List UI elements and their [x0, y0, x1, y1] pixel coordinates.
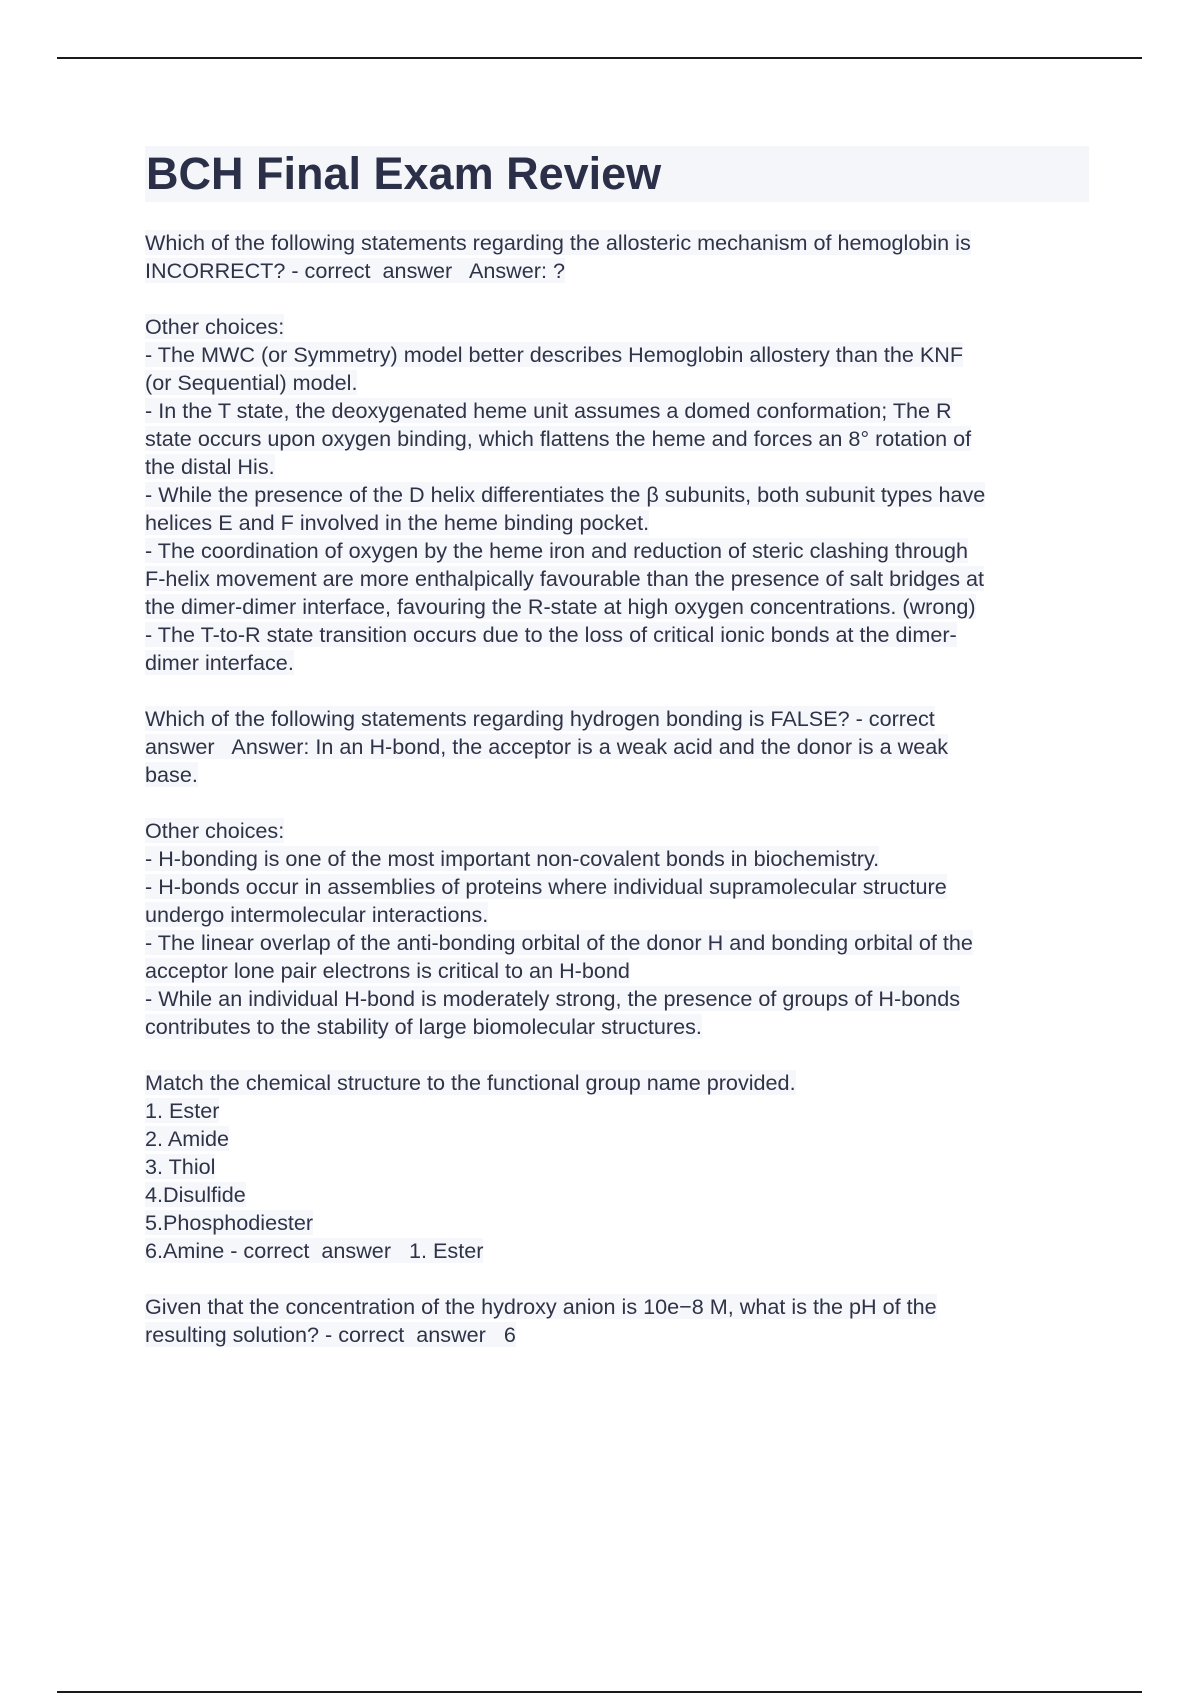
text-line-content: 4.Disulfide [145, 1182, 246, 1207]
text-line [145, 1321, 1090, 1349]
text-line [145, 705, 1090, 733]
text-line [145, 929, 1090, 957]
text-line-content: - The coordination of oxygen by the heme iron and reduction of steric clashing through [145, 538, 969, 563]
text-line [145, 1069, 1090, 1097]
text-line-content: - While an individual H-bond is moderately strong, the presence of groups of H-bonds [145, 986, 960, 1011]
text-line [145, 397, 1090, 425]
text-line [145, 873, 1090, 901]
text-line-content: 1. Ester [145, 1098, 220, 1123]
text-line [145, 565, 1090, 593]
text-line [145, 817, 1090, 845]
text-line-content: Given that the concentration of the hydroxy anion is 10e−8 M, what is the pH of the [145, 1294, 937, 1319]
text-line-content: dimer interface. [145, 650, 294, 675]
text-line-content: answer Answer: In an H-bond, the acceptor is a weak acid and the donor is a weak [145, 734, 949, 759]
text-line [145, 901, 1090, 929]
bottom-rule [57, 1691, 1142, 1693]
paragraph-gap [145, 677, 1090, 705]
text-line-content: base. [145, 762, 198, 787]
text-line-content: acceptor lone pair electrons is critical to an H-bond [145, 958, 630, 983]
text-line [145, 425, 1090, 453]
document-body [145, 229, 1090, 1349]
text-line [145, 1293, 1090, 1321]
text-line [145, 453, 1090, 481]
text-line [145, 733, 1090, 761]
text-line-content: contributes to the stability of large biomolecular structures. [145, 1014, 702, 1039]
text-line [145, 649, 1090, 677]
text-line-content: resulting solution? - correct answer 6 [145, 1322, 516, 1347]
text-line-content: 2. Amide [145, 1126, 230, 1151]
text-line-content: INCORRECT? - correct answer Answer: ? [145, 258, 565, 283]
text-line-content: Which of the following statements regarding hydrogen bonding is FALSE? - correct [145, 706, 935, 731]
paragraph-gap [145, 285, 1090, 313]
text-line-content: Match the chemical structure to the functional group name provided. [145, 1070, 796, 1095]
text-line [145, 985, 1090, 1013]
text-line [145, 1209, 1090, 1237]
text-line [145, 957, 1090, 985]
text-line [145, 481, 1090, 509]
text-line-content: - The T-to-R state transition occurs due to the loss of critical ionic bonds at the dimer- [145, 622, 957, 647]
text-line-content: helices E and F involved in the heme binding pocket. [145, 510, 650, 535]
text-line [145, 509, 1090, 537]
text-line [145, 369, 1090, 397]
text-line-content: - The linear overlap of the anti-bonding orbital of the donor H and bonding orbital of the [145, 930, 973, 955]
text-line [145, 1237, 1090, 1265]
text-line-content: 3. Thiol [145, 1154, 216, 1179]
text-line [145, 621, 1090, 649]
paragraph-gap [145, 1265, 1090, 1293]
text-line-content: F-helix movement are more enthalpically favourable than the presence of salt bridges at [145, 566, 985, 591]
text-line [145, 593, 1090, 621]
text-line-content: Which of the following statements regarding the allosteric mechanism of hemoglobin is [145, 230, 971, 255]
text-line-content: (or Sequential) model. [145, 370, 358, 395]
text-line [145, 1181, 1090, 1209]
paragraph-gap [145, 789, 1090, 817]
text-line-content: Other choices: [145, 314, 285, 339]
text-line-content: the distal His. [145, 454, 275, 479]
text-line [145, 537, 1090, 565]
text-line-content: 6.Amine - correct answer 1. Ester [145, 1238, 484, 1263]
text-line-content: state occurs upon oxygen binding, which flattens the heme and forces an 8° rotation of [145, 426, 972, 451]
text-line-content: - H-bonding is one of the most important non-covalent bonds in biochemistry. [145, 846, 880, 871]
text-line [145, 1125, 1090, 1153]
text-line-content: the dimer-dimer interface, favouring the R-state at high oxygen concentrations. (wrong) [145, 594, 976, 619]
text-line-content: - H-bonds occur in assemblies of proteins where individual supramolecular structure [145, 874, 947, 899]
top-rule [57, 57, 1142, 59]
paragraph-gap [145, 1041, 1090, 1069]
text-line [145, 313, 1090, 341]
text-line [145, 1097, 1090, 1125]
text-line [145, 341, 1090, 369]
text-line [145, 1013, 1090, 1041]
text-line-content: - In the T state, the deoxygenated heme unit assumes a domed conformation; The R [145, 398, 952, 423]
text-line [145, 761, 1090, 789]
text-line-content: undergo intermolecular interactions. [145, 902, 489, 927]
page-title: BCH Final Exam Review [145, 146, 1089, 202]
text-line-content: Other choices: [145, 818, 285, 843]
text-line-content: - The MWC (or Symmetry) model better describes Hemoglobin allostery than the KNF [145, 342, 964, 367]
text-line [145, 229, 1090, 257]
text-line-content: - While the presence of the D helix differentiates the β subunits, both subunit types have [145, 482, 986, 507]
text-line [145, 1153, 1090, 1181]
text-line [145, 845, 1090, 873]
text-line [145, 257, 1090, 285]
text-line-content: 5.Phosphodiester [145, 1210, 314, 1235]
